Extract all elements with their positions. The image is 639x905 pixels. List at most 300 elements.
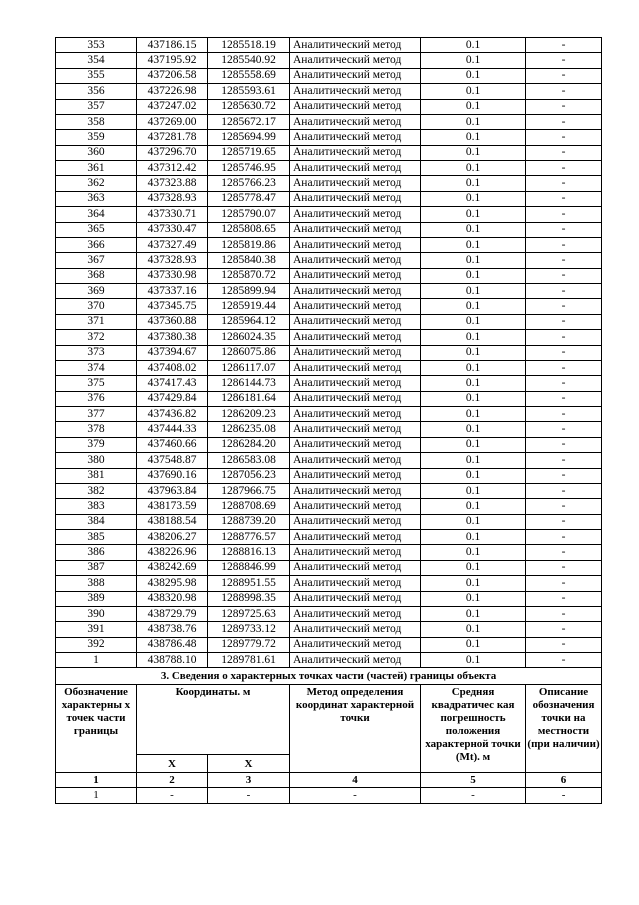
point-number-cell: 378 [56,422,137,437]
coord-x-cell: 438729.79 [137,606,208,621]
coord-y-cell: 1288739.20 [208,514,290,529]
method-cell: Аналитический метод [290,545,421,560]
point-number-cell: 377 [56,407,137,422]
point-number-cell: 355 [56,68,137,83]
accuracy-cell: 0.1 [421,376,526,391]
table-cell: - [137,788,208,804]
table-row [56,530,602,545]
coord-x-cell: 437460.66 [137,437,208,452]
point-number-cell: 363 [56,191,137,206]
method-cell: Аналитический метод [290,483,421,498]
accuracy-cell: 0.1 [421,483,526,498]
points-table-body [56,38,602,668]
section3-data-row [56,788,602,804]
method-cell: Аналитический метод [290,360,421,375]
description-cell: - [526,314,602,329]
point-number-cell: 356 [56,84,137,99]
coord-x-cell: 437186.15 [137,38,208,53]
coord-y-cell: 1285840.38 [208,253,290,268]
coord-x-cell: 438226.96 [137,545,208,560]
accuracy-cell: 0.1 [421,299,526,314]
coord-x-cell: 438173.59 [137,499,208,514]
coord-y-cell: 1289779.72 [208,637,290,652]
coord-x-cell: 437408.02 [137,360,208,375]
description-cell: - [526,653,602,668]
table-row [56,207,602,222]
description-cell: - [526,622,602,637]
coord-y-cell: 1285593.61 [208,84,290,99]
description-cell: - [526,530,602,545]
point-number-cell: 366 [56,237,137,252]
method-cell: Аналитический метод [290,376,421,391]
coord-y-cell: 1286583.08 [208,453,290,468]
method-cell: Аналитический метод [290,422,421,437]
description-cell: - [526,176,602,191]
table-row [56,99,602,114]
table-row [56,514,602,529]
description-cell: - [526,391,602,406]
description-cell: - [526,191,602,206]
coord-y-cell: 1289733.12 [208,622,290,637]
point-number-cell: 361 [56,161,137,176]
description-cell: - [526,253,602,268]
description-cell: - [526,99,602,114]
table-cell: - [208,788,290,804]
table-row [56,637,602,652]
point-number-cell: 376 [56,391,137,406]
table-row [56,84,602,99]
accuracy-cell: 0.1 [421,176,526,191]
table-row [56,68,602,83]
method-cell: Аналитический метод [290,345,421,360]
table-row [56,422,602,437]
method-cell: Аналитический метод [290,161,421,176]
point-number-cell: 388 [56,576,137,591]
table-row [56,314,602,329]
coord-y-cell: 1287056.23 [208,468,290,483]
method-cell: Аналитический метод [290,222,421,237]
accuracy-cell: 0.1 [421,576,526,591]
column-number: 3 [208,773,290,788]
description-cell: - [526,145,602,160]
coord-x-cell: 437226.98 [137,84,208,99]
table-row [56,468,602,483]
table-row [56,268,602,283]
coord-y-cell: 1285540.92 [208,53,290,68]
description-cell: - [526,545,602,560]
coord-y-cell: 1285630.72 [208,99,290,114]
table-row [56,253,602,268]
description-cell: - [526,284,602,299]
point-number-cell: 358 [56,114,137,129]
header-x1: X [137,755,208,773]
description-cell: - [526,38,602,53]
coord-x-cell: 437330.98 [137,268,208,283]
table-row [56,653,602,668]
coord-y-cell: 1285808.65 [208,222,290,237]
description-cell: - [526,84,602,99]
point-number-cell: 385 [56,530,137,545]
table-row [56,176,602,191]
coord-y-cell: 1285694.99 [208,130,290,145]
accuracy-cell: 0.1 [421,38,526,53]
column-number: 1 [56,773,137,788]
table-row [56,130,602,145]
table-cell: - [421,788,526,804]
accuracy-cell: 0.1 [421,499,526,514]
table-cell: 1 [56,788,137,804]
accuracy-cell: 0.1 [421,391,526,406]
method-cell: Аналитический метод [290,314,421,329]
coord-x-cell: 437206.58 [137,68,208,83]
description-cell: - [526,376,602,391]
point-number-cell: 380 [56,453,137,468]
method-cell: Аналитический метод [290,622,421,637]
document-page [55,37,601,804]
accuracy-cell: 0.1 [421,191,526,206]
description-cell: - [526,407,602,422]
coord-x-cell: 437429.84 [137,391,208,406]
coord-y-cell: 1288708.69 [208,499,290,514]
method-cell: Аналитический метод [290,114,421,129]
point-number-cell: 359 [56,130,137,145]
coord-x-cell: 437281.78 [137,130,208,145]
header-description: Описание обозначения точки на местности (при наличии) [526,685,602,773]
coord-x-cell: 437417.43 [137,376,208,391]
coord-y-cell: 1288816.13 [208,545,290,560]
point-number-cell: 354 [56,53,137,68]
coord-y-cell: 1285964.12 [208,314,290,329]
point-number-cell: 372 [56,330,137,345]
coord-x-cell: 437296.70 [137,145,208,160]
coord-y-cell: 1286117.07 [208,360,290,375]
header-x2: X [208,755,290,773]
table-row [56,622,602,637]
table-row [56,576,602,591]
method-cell: Аналитический метод [290,299,421,314]
table-row [56,483,602,498]
coord-y-cell: 1286235.08 [208,422,290,437]
method-cell: Аналитический метод [290,191,421,206]
method-cell: Аналитический метод [290,514,421,529]
table-cell: - [526,788,602,804]
point-number-cell: 386 [56,545,137,560]
coord-y-cell: 1286075.86 [208,345,290,360]
accuracy-cell: 0.1 [421,314,526,329]
description-cell: - [526,422,602,437]
method-cell: Аналитический метод [290,253,421,268]
coord-x-cell: 437247.02 [137,99,208,114]
coord-y-cell: 1289781.61 [208,653,290,668]
accuracy-cell: 0.1 [421,114,526,129]
coord-y-cell: 1288951.55 [208,576,290,591]
coord-x-cell: 437328.93 [137,191,208,206]
point-number-cell: 364 [56,207,137,222]
coord-x-cell: 438295.98 [137,576,208,591]
description-cell: - [526,437,602,452]
accuracy-cell: 0.1 [421,514,526,529]
coord-x-cell: 437312.42 [137,161,208,176]
coord-y-cell: 1285518.19 [208,38,290,53]
description-cell: - [526,499,602,514]
coord-y-cell: 1286181.64 [208,391,290,406]
method-cell: Аналитический метод [290,176,421,191]
coord-x-cell: 437548.87 [137,453,208,468]
coord-x-cell: 438320.98 [137,591,208,606]
method-cell: Аналитический метод [290,237,421,252]
table-row [56,453,602,468]
method-cell: Аналитический метод [290,145,421,160]
method-cell: Аналитический метод [290,591,421,606]
method-cell: Аналитический метод [290,637,421,652]
coord-y-cell: 1285819.86 [208,237,290,252]
description-cell: - [526,68,602,83]
point-number-cell: 379 [56,437,137,452]
point-number-cell: 375 [56,376,137,391]
accuracy-cell: 0.1 [421,53,526,68]
description-cell: - [526,53,602,68]
table-row [56,161,602,176]
description-cell: - [526,591,602,606]
description-cell: - [526,268,602,283]
table-row [56,391,602,406]
coord-y-cell: 1285746.95 [208,161,290,176]
table-row [56,376,602,391]
description-cell: - [526,576,602,591]
description-cell: - [526,299,602,314]
method-cell: Аналитический метод [290,560,421,575]
point-number-cell: 387 [56,560,137,575]
table-row [56,191,602,206]
coord-x-cell: 437327.49 [137,237,208,252]
table-row [56,591,602,606]
coord-y-cell: 1287966.75 [208,483,290,498]
column-numbers-row [56,773,602,788]
point-number-cell: 384 [56,514,137,529]
description-cell: - [526,130,602,145]
accuracy-cell: 0.1 [421,453,526,468]
accuracy-cell: 0.1 [421,468,526,483]
coord-y-cell: 1286284.20 [208,437,290,452]
method-cell: Аналитический метод [290,268,421,283]
points-table [55,37,602,668]
accuracy-cell: 0.1 [421,330,526,345]
point-number-cell: 353 [56,38,137,53]
accuracy-cell: 0.1 [421,530,526,545]
coord-y-cell: 1285672.17 [208,114,290,129]
point-number-cell: 357 [56,99,137,114]
coord-x-cell: 437195.92 [137,53,208,68]
method-cell: Аналитический метод [290,530,421,545]
coord-y-cell: 1288846.99 [208,560,290,575]
accuracy-cell: 0.1 [421,68,526,83]
table-row [56,145,602,160]
accuracy-cell: 0.1 [421,145,526,160]
column-number: 6 [526,773,602,788]
header-method: Метод определения координат характерной точки [290,685,421,773]
coord-x-cell: 438242.69 [137,560,208,575]
coord-y-cell: 1288998.35 [208,591,290,606]
accuracy-cell: 0.1 [421,591,526,606]
accuracy-cell: 0.1 [421,606,526,621]
coord-y-cell: 1288776.57 [208,530,290,545]
description-cell: - [526,237,602,252]
method-cell: Аналитический метод [290,130,421,145]
coord-y-cell: 1286209.23 [208,407,290,422]
accuracy-cell: 0.1 [421,622,526,637]
point-number-cell: 1 [56,653,137,668]
coord-x-cell: 438786.48 [137,637,208,652]
coord-y-cell: 1285919.44 [208,299,290,314]
table-row [56,38,602,53]
header-designation: Обозначение характерны х точек части границы [56,685,137,773]
point-number-cell: 381 [56,468,137,483]
accuracy-cell: 0.1 [421,207,526,222]
point-number-cell: 370 [56,299,137,314]
method-cell: Аналитический метод [290,84,421,99]
table-row [56,345,602,360]
point-number-cell: 368 [56,268,137,283]
table-row [56,437,602,452]
description-cell: - [526,114,602,129]
coord-x-cell: 437323.88 [137,176,208,191]
table-row [56,560,602,575]
coord-y-cell: 1285778.47 [208,191,290,206]
table-row [56,499,602,514]
coord-x-cell: 437394.67 [137,345,208,360]
method-cell: Аналитический метод [290,284,421,299]
accuracy-cell: 0.1 [421,130,526,145]
method-cell: Аналитический метод [290,99,421,114]
coord-x-cell: 437963.84 [137,483,208,498]
table-row [56,299,602,314]
table-row [56,114,602,129]
table-row [56,53,602,68]
table-row [56,222,602,237]
coord-y-cell: 1286024.35 [208,330,290,345]
coord-y-cell: 1289725.63 [208,606,290,621]
point-number-cell: 392 [56,637,137,652]
accuracy-cell: 0.1 [421,437,526,452]
point-number-cell: 367 [56,253,137,268]
table-row [56,237,602,252]
header-coordinates: Координаты. м [137,685,290,755]
point-number-cell: 373 [56,345,137,360]
table-row [56,606,602,621]
coord-y-cell: 1285766.23 [208,176,290,191]
coord-x-cell: 437269.00 [137,114,208,129]
coord-y-cell: 1285899.94 [208,284,290,299]
description-cell: - [526,161,602,176]
header-error: Средняя квадратичес кая погрешность положения характерной точки (Mt). м [421,685,526,773]
point-number-cell: 365 [56,222,137,237]
method-cell: Аналитический метод [290,468,421,483]
coord-x-cell: 437436.82 [137,407,208,422]
coord-y-cell: 1285558.69 [208,68,290,83]
accuracy-cell: 0.1 [421,99,526,114]
section3-title: 3. Сведения о характерных точках части (частей) границы объекта [56,668,602,685]
coord-x-cell: 437380.38 [137,330,208,345]
accuracy-cell: 0.1 [421,560,526,575]
accuracy-cell: 0.1 [421,268,526,283]
column-number: 5 [421,773,526,788]
point-number-cell: 360 [56,145,137,160]
description-cell: - [526,222,602,237]
coord-y-cell: 1285870.72 [208,268,290,283]
point-number-cell: 383 [56,499,137,514]
description-cell: - [526,483,602,498]
method-cell: Аналитический метод [290,391,421,406]
section3-table [55,668,602,804]
method-cell: Аналитический метод [290,407,421,422]
accuracy-cell: 0.1 [421,284,526,299]
description-cell: - [526,207,602,222]
accuracy-cell: 0.1 [421,222,526,237]
point-number-cell: 362 [56,176,137,191]
point-number-cell: 374 [56,360,137,375]
accuracy-cell: 0.1 [421,253,526,268]
table-row [56,545,602,560]
description-cell: - [526,453,602,468]
coord-y-cell: 1285719.65 [208,145,290,160]
accuracy-cell: 0.1 [421,545,526,560]
table-row [56,407,602,422]
method-cell: Аналитический метод [290,330,421,345]
table-row [56,360,602,375]
coord-x-cell: 437690.16 [137,468,208,483]
description-cell: - [526,468,602,483]
accuracy-cell: 0.1 [421,161,526,176]
point-number-cell: 390 [56,606,137,621]
accuracy-cell: 0.1 [421,637,526,652]
coord-y-cell: 1286144.73 [208,376,290,391]
column-number: 4 [290,773,421,788]
accuracy-cell: 0.1 [421,407,526,422]
method-cell: Аналитический метод [290,68,421,83]
accuracy-cell: 0.1 [421,237,526,252]
coord-x-cell: 437444.33 [137,422,208,437]
method-cell: Аналитический метод [290,53,421,68]
description-cell: - [526,637,602,652]
coord-x-cell: 437345.75 [137,299,208,314]
coord-x-cell: 437337.16 [137,284,208,299]
point-number-cell: 389 [56,591,137,606]
description-cell: - [526,514,602,529]
table-row [56,284,602,299]
accuracy-cell: 0.1 [421,422,526,437]
method-cell: Аналитический метод [290,38,421,53]
description-cell: - [526,345,602,360]
method-cell: Аналитический метод [290,576,421,591]
point-number-cell: 369 [56,284,137,299]
point-number-cell: 371 [56,314,137,329]
description-cell: - [526,606,602,621]
description-cell: - [526,360,602,375]
method-cell: Аналитический метод [290,207,421,222]
coord-x-cell: 438188.54 [137,514,208,529]
method-cell: Аналитический метод [290,499,421,514]
method-cell: Аналитический метод [290,437,421,452]
coord-x-cell: 437360.88 [137,314,208,329]
method-cell: Аналитический метод [290,653,421,668]
accuracy-cell: 0.1 [421,345,526,360]
coord-x-cell: 437328.93 [137,253,208,268]
coord-x-cell: 437330.71 [137,207,208,222]
coord-x-cell: 438206.27 [137,530,208,545]
point-number-cell: 382 [56,483,137,498]
table-row [56,330,602,345]
method-cell: Аналитический метод [290,606,421,621]
